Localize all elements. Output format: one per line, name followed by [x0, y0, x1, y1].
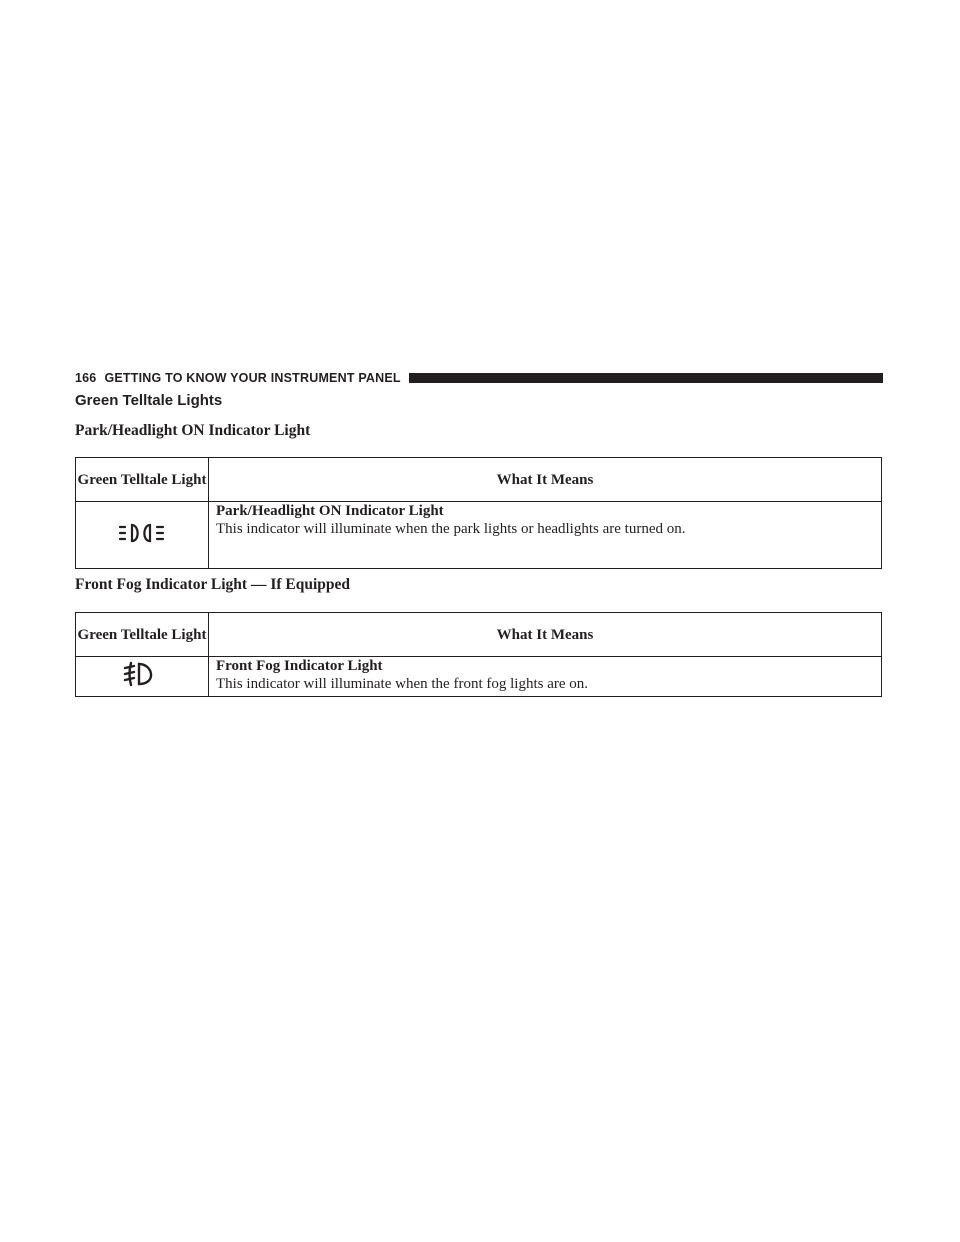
section-heading: Green Telltale Lights — [75, 392, 223, 409]
icon-cell — [76, 502, 209, 569]
front-fog-table — [75, 612, 882, 697]
front-fog-light-icon — [123, 661, 161, 687]
park-headlight-table — [75, 457, 882, 569]
row-title: Park/Headlight ON Indicator Light — [216, 503, 444, 519]
col-header-telltale: Green Telltale Light — [76, 458, 209, 502]
header-rule — [409, 373, 883, 383]
front-fog-heading: Front Fog Indicator Light — If Equipped — [75, 576, 351, 593]
row-text: This indicator will illuminate when the front fog lights are on. — [216, 676, 589, 692]
description-cell — [209, 502, 882, 569]
table-header-row — [76, 458, 882, 502]
table-header-row — [76, 613, 882, 657]
row-title: Front Fog Indicator Light — [216, 658, 383, 674]
table-row — [76, 657, 882, 697]
icon-cell — [76, 657, 209, 697]
page-number: 166 — [75, 371, 97, 385]
col-header-meaning: What It Means — [209, 458, 882, 502]
col-header-meaning: What It Means — [209, 613, 882, 657]
chapter-title: GETTING TO KNOW YOUR INSTRUMENT PANEL — [104, 371, 401, 385]
page-header — [75, 369, 883, 387]
table-row — [76, 502, 882, 569]
row-text: This indicator will illuminate when the park lights or headlights are turned on. — [216, 521, 686, 537]
description-cell — [209, 657, 882, 697]
park-headlight-icon — [119, 520, 165, 546]
park-headlight-heading: Park/Headlight ON Indicator Light — [75, 422, 311, 439]
col-header-telltale: Green Telltale Light — [76, 613, 209, 657]
